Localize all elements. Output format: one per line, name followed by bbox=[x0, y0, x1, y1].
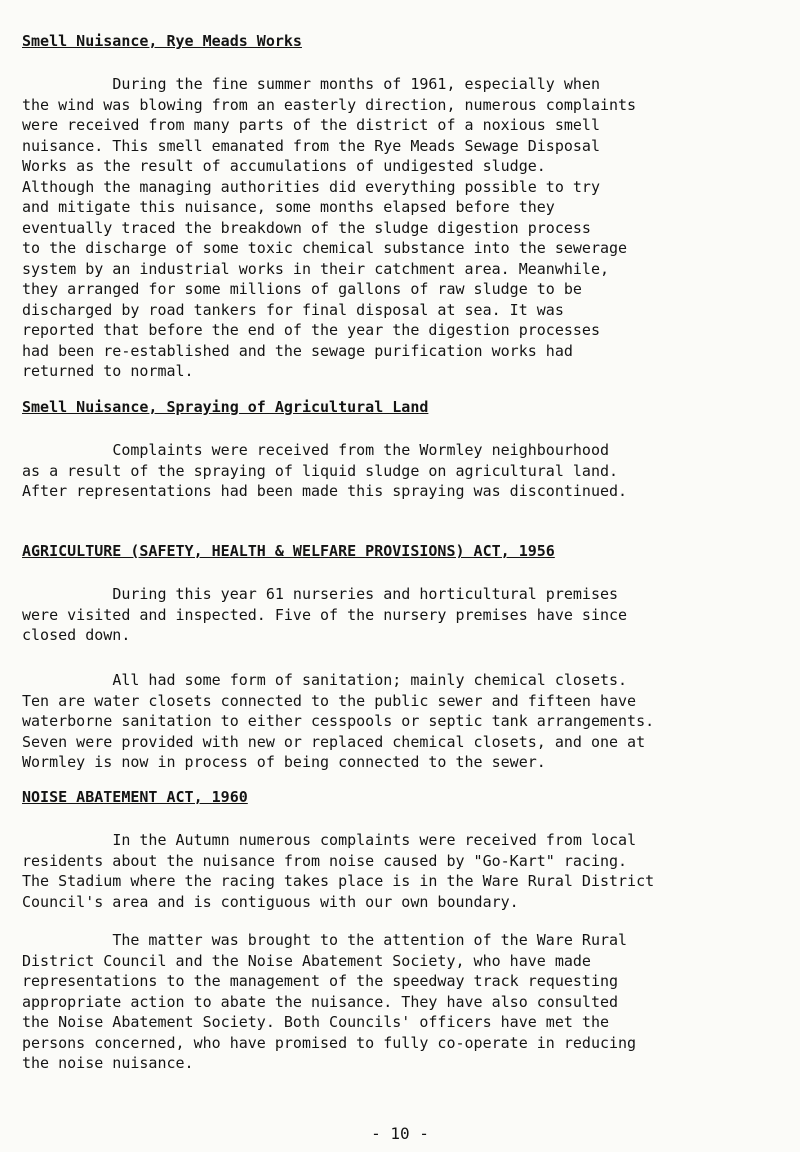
heading-spraying: Smell Nuisance, Spraying of Agricultural Land bbox=[22, 398, 429, 416]
page-number: - 10 - bbox=[371, 1124, 429, 1143]
paragraph-sanitation: All had some form of sanitation; mainly chemical closets. Ten are water closets connected to the public sewer and fifteen have waterborne sanitation to either cesspools or septic tank arrangements. Seven were provided with new or replaced chemical closets, and one at Wormley is now in process of being connected to the sewer. bbox=[22, 671, 655, 771]
paragraph-go-kart: In the Autumn numerous complaints were received from local residents about the nuisance from noise caused by "Go-Kart" racing. The Stadium where the racing takes place is in the Ware Rural District Council's area and is contiguous with our own boundary. bbox=[22, 831, 655, 911]
paragraph-nurseries: During this year 61 nurseries and horticultural premises were visited and inspected. Five of the nursery premises have since closed down. bbox=[22, 585, 628, 644]
paragraph-noise-abatement: The matter was brought to the attention of the Ware Rural District Council and the Noise Abatement Society, who have made representations to the management of the speedway track requesting appropriate action to abate the nuisance. They have also consulted the Noise Abatement Society. Both Councils' officers have met the persons concerned, who have promised to fully co-operate in reducing the noise nuisance. bbox=[22, 931, 637, 1072]
heading-rye-meads: Smell Nuisance, Rye Meads Works bbox=[22, 32, 302, 50]
heading-agriculture-act: AGRICULTURE (SAFETY, HEALTH & WELFARE PROVISIONS) ACT, 1956 bbox=[22, 542, 555, 560]
heading-noise-act: NOISE ABATEMENT ACT, 1960 bbox=[22, 788, 248, 806]
paragraph-rye-meads: During the fine summer months of 1961, especially when the wind was blowing from an easterly direction, numerous complaints were received from many parts of the district of a noxious smell nuisance. This smell emanated from the Rye Meads Sewage Disposal Works as the result of accumulations of undigested sludge. Although the managing authorities did everything possible to try and mitigate this nuisance, some months elapsed before they eventually traced the breakdown of the sludge digestion process to the discharge of some toxic chemical substance into the sewerage system by an industrial works in their catchment area. Meanwhile, they arranged for some millions of gallons of raw sludge to be discharged by road tankers for final disposal at sea. It was reported that before the end of the year the digestion processes had been re-established and the sewage purification works had returned to normal. bbox=[22, 75, 637, 380]
paragraph-spraying: Complaints were received from the Wormley neighbourhood as a result of the spraying of liquid sludge on agricultural land. After representations had been made this spraying was discontinued. bbox=[22, 441, 628, 500]
